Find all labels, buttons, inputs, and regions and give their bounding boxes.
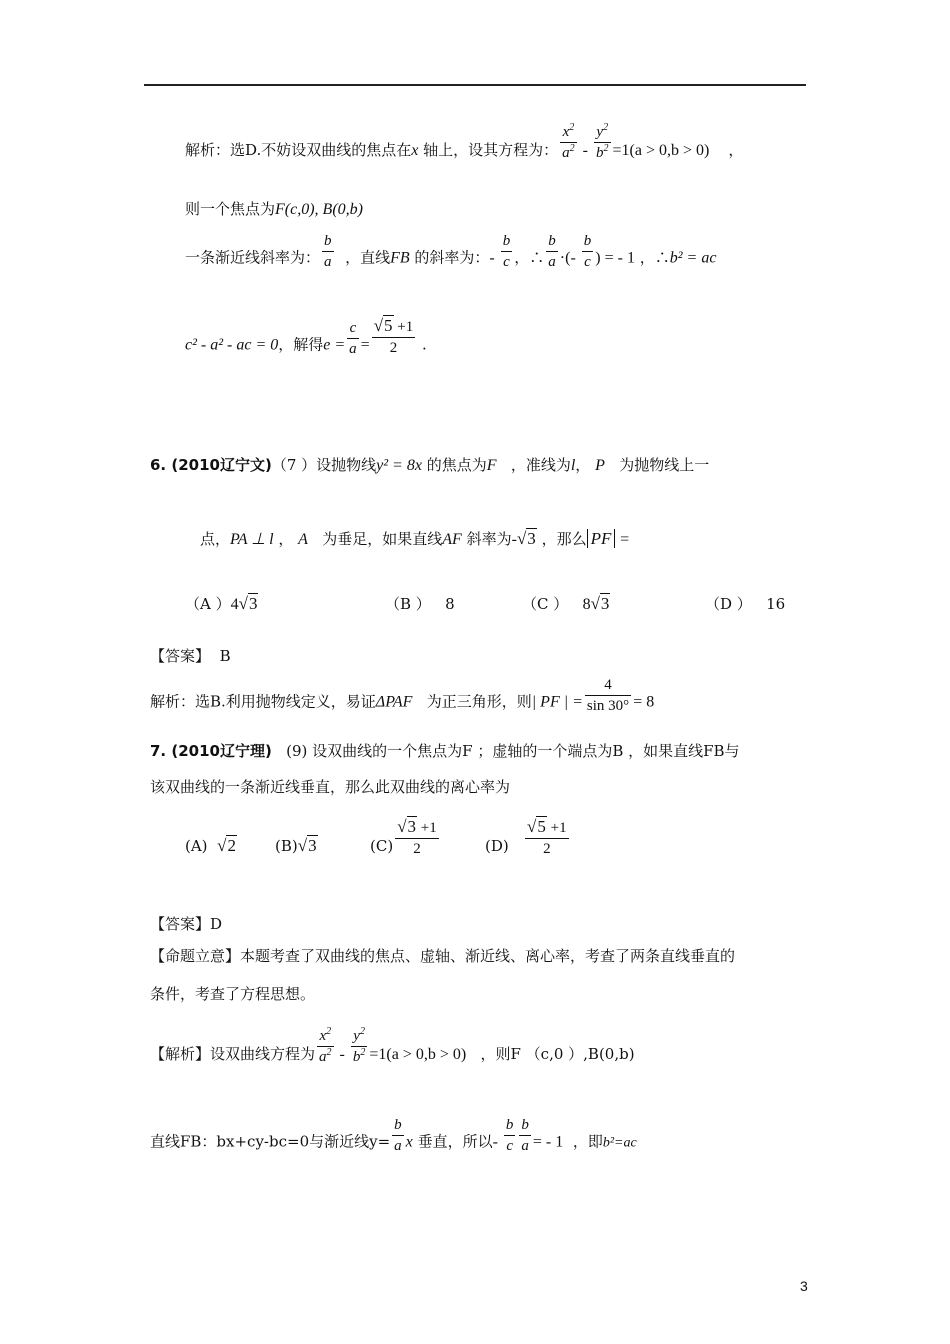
q7-option-a: (A) √2 [185, 836, 236, 855]
q6-answer: 【答案】 B [150, 647, 231, 665]
q7-option-b: (B)√3 [275, 836, 317, 855]
solution5-line2: 则一个焦点为F(c,0), B(0,b) [185, 200, 363, 218]
solution5-line3: 一条渐近线斜率为： $\frac{b}{a}$ ，直线FB 的斜率为：- $\frac{b}{c}$ ，∴ $\frac{b}{a}$ ·(- $\frac{b}{c}$ ) = - 1 ，∴b² = ac [185, 233, 717, 270]
q7-line1: 7. (2010辽宁理) (9) 设双曲线的一个焦点为F ；虚轴的一个端点为B ，如果直线FB与 [150, 742, 740, 760]
solution5-line1: 解析：选D.不妨设双曲线的焦点在x 轴上，设其方程为： $\frac{x^2}{a^2}$ - $\frac{y^2}{b^2}$ =1(a > 0,b > 0) ， [185, 121, 744, 161]
q7-option-c: (C) $\frac{√3 +1}{2}$ [370, 817, 437, 857]
q7-last-line: 直线FB：bx+cy-bc=0与渐近线y= $\frac{b}{a}$ x 垂直，所以- $\frac{b}{c}$ $\frac{b}{a}$ = - 1 ，即b²=ac [150, 1117, 637, 1154]
q6-line2: 点，PA ⊥ l ， A 为垂足，如果直线AF 斜率为-√3 ，那么 PF = [200, 529, 630, 548]
q7-option-d: (D) $\frac{√5 +1}{2}$ [485, 817, 567, 857]
q6-option-c: （C ） 8√3 [522, 594, 610, 613]
q6-line1: 6. (2010辽宁文)（7 ）设抛物线y² = 8x 的焦点为F ，准线为l， P 为抛物线上一 [150, 456, 710, 474]
q7-line2: 该双曲线的一条渐近线垂直，那么此双曲线的离心率为 [150, 778, 511, 796]
q7-answer: 【答案】D [150, 915, 223, 933]
solution5-line4: c² - a² - ac = 0，解得e = $\frac{c}{a}$ = $\frac{√5 +1}{2}$ . [185, 315, 427, 357]
page-number: 3 [800, 1278, 808, 1294]
q6-option-a: （A ）4√3 [185, 594, 258, 613]
q6-option-b: （B ） 8 [385, 595, 455, 613]
q7-intent-line2: 条件，考查了方程思想。 [150, 985, 316, 1003]
q7-intent: 【命题立意】本题考查了双曲线的焦点、虚轴、渐近线、离心率，考查了两条直线垂直的 [150, 947, 736, 965]
q6-option-d: （D ） 16 [705, 595, 786, 613]
header-rule [144, 84, 806, 86]
q6-analysis: 解析：选B.利用抛物线定义，易证ΔPAF 为正三角形，则| PF | = $\frac{4}{\sin 30^\circ}$ = 8 [150, 677, 655, 714]
q7-solution: 【解析】设双曲线方程为 $\frac{x^2}{a^2}$ - $\frac{y^2}{b^2}$ =1(a > 0,b > 0) ，则F （c,0 ）,B(0,b) [150, 1025, 635, 1065]
